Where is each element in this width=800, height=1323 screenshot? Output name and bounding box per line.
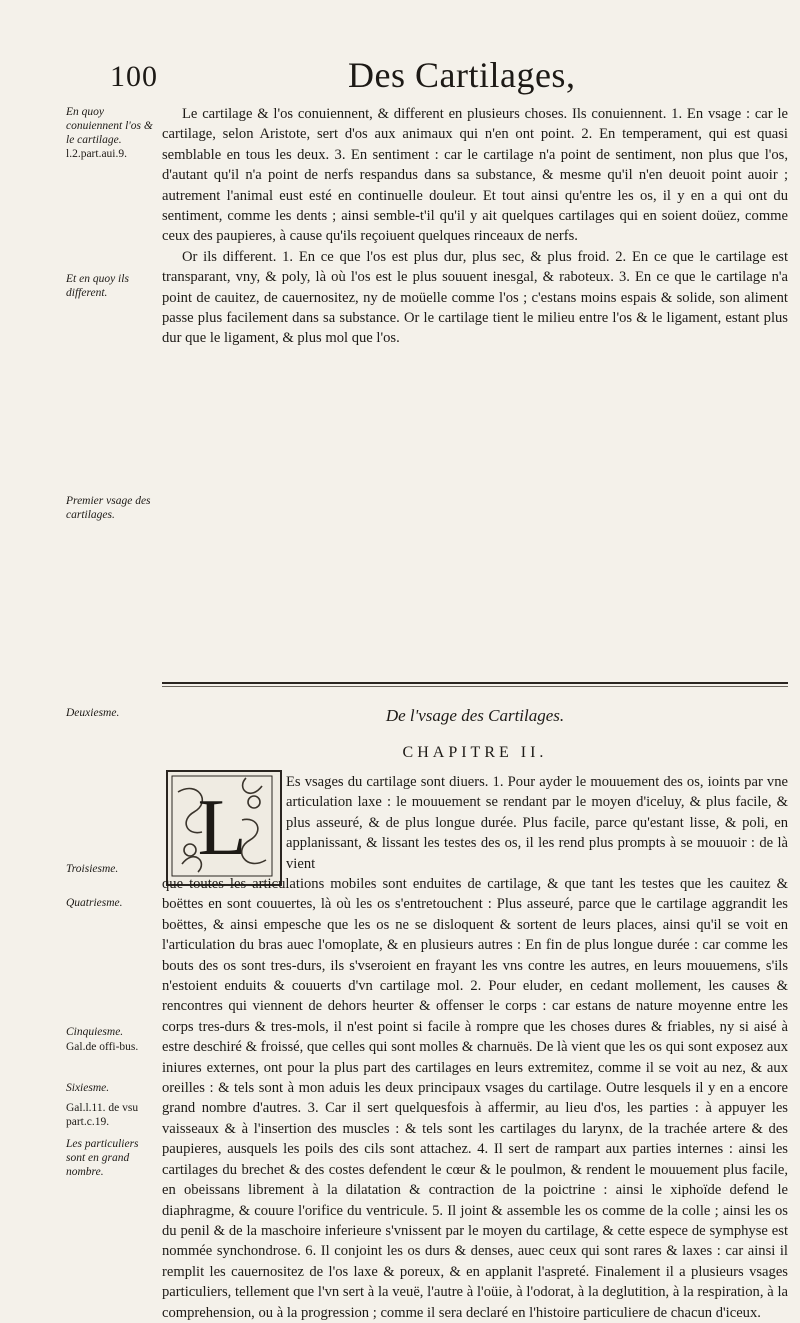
margin-note: Gal.de offi-bus.: [66, 1041, 139, 1053]
running-title: Des Cartilages,: [348, 55, 576, 95]
chapter-lead-text: Es vsages du cartilage sont diuers. 1. Pour ayder le mouuement des os, ioints par vne articulation laxe : le mouuement se rendant par le moyen d'iceluy, & plus facile, & plus asseuré, & de plus longue durée. Plus facile, parce qu'estant lisse, & poli, en applanissant, & lissant les testes des os, il les rend plus prompts à se mouuoir : de là vient: [286, 774, 788, 872]
section-rule: [162, 682, 788, 684]
margin-note: l.2.part.aui.9.: [66, 148, 127, 160]
page-number: 100: [110, 60, 158, 93]
paragraph: Or ils different. 1. En ce que l'os est plus dur, plus sec, & plus froid. 2. En ce que le cartilage est transparant, vny, & poly, là où l'os est le plus souuent inesgal, & raboteux. 3. En ce que le cartilage n'a point de cauitez, de cauernositez, ny de moüelle comme l'os ; c'estans moins espais & solide, son aliment passe plus facilement dans sa substance. Or le cartilage tient le milieu entre l'os & le ligament, estant plus dur que le ligament, & plus mol que l'os.: [162, 248, 788, 347]
floral-ornament-icon: [168, 772, 276, 880]
margin-note: Troisiesme.: [66, 863, 119, 875]
margin-note: En quoy conuiennent l'os & le cartilage.: [66, 106, 153, 146]
margin-note: Premier vsage des cartilages.: [66, 495, 151, 521]
margin-note: Les particuliers sont en grand nombre.: [66, 1138, 139, 1178]
body-text: [162, 104, 788, 349]
chapter-heading: CHAPITRE II.: [402, 744, 548, 761]
margin-note: Quatriesme.: [66, 897, 123, 909]
margin-note: Deuxiesme.: [66, 707, 120, 719]
dropcap-ornament: [166, 770, 282, 886]
paragraph: Le cartilage & l'os conuiennent, & different en plusieurs choses. Ils conuiennent. 1. En vsage : car le cartilage, selon Aristote, sert d'os aux animaux qui n'en ont point. 2. En temperament, qui est quasi semblable en tous les deux. 3. En sentiment : car le cartilage n'a point de sentiment, non plus que l'os, d'autant qu'il n'a point de nerfs respandus dans sa substance, & mesme qu'il n'en deuoit point auoir ; autrement l'animal eust esté en continuelle douleur. Et tout ainsi qu'entre les os, il y en a qui ont du sentiment, comme les dents ; ainsi semble-t'il qu'il y ait quelques cartilages qui en soient doüez, comme ceux des paupieres, à cause qu'ils reçoiuent quelques rinceaux de nerfs.: [162, 106, 788, 245]
page-header: [98, 54, 788, 104]
svg-text:L: L: [197, 784, 247, 872]
chapter-subtitle: De l'vsage des Cartilages.: [385, 706, 565, 725]
margin-note: Sixiesme.: [66, 1082, 110, 1094]
chapter-body-text: que toutes les articulations mobiles sont enduites de cartilage, & que tant les testes que les cauitez & boëttes en sont couuertes, là où les os s'entretouchent : Plus asseuré, parce que le cartilage aggrandit les boëttes, & ainsi empesche que les os ne se disloquent & sortent de leurs places, ainsi qu'il se voit en l'articulation du bras auec l'omoplate, & en plusieurs autres : En fin de plus longue durée : car comme les bouts des os sont tres-durs, ils s'vseroient en frayant les vns contre les autres, en leurs mouuemens, s'ils n'estoient enduits & couuerts d'vn cartilage mol. 2. Pour eluder, en cedant mollement, les causes & rencontres qui viennent de dehors heurter & offenser le corps : car estans de nature moyenne entre les corps tres-durs & tres-mols, il n'est point si facile à rompre que les choses dures & friables, ny si aisé à estre deschiré & froissé, que celles qui sont molles & charnuës. De là vient que les os qui sont exposez aux iniures externes, ont pour la plus part des cartilages en leurs extremitez, comme il se voit au nez, & aux oreilles : & tels sont à mon aduis les deux principaux vsages du cartilage. Outre lesquels il y en a encore grand nombre d'autres. 3. Car il sert quelquesfois à affermir, au lieu d'os, les parties : à appuyer les vaisseaux & à l'insertion des muscles : & tels sont les cartilages du larynx, de la trachée artere & des paupieres, ausquels les poils des cils sont attachez. 4. Il sert de rampart aux parties internes : ainsi les cartilages du brechet & des costes defendent le cœur & le poulmon, & rendent le mouuement plus facile, en obeissans librement à la dilatation & contraction de la poictrine : ainsi le xiphoïde defend le diaphragme, & couure l'orifice du ventricule. 5. Il joint & assemble les os comme de la colle ; ainsi les os du penil & de la maschoire inferieure s'vnissent par le moyen du cartilage, & cette espece de symphyse est nommée synchondrose. 6. Il conjoint les os durs & denses, auec ceux qui sont rares & laxes : car ainsi il remplit les cauernositez de l'os laxe & poreux, & en applanit l'aspreté. Finalement il a plusieurs vsages particuliers, tellement que l'vn sert à la veuë, l'autre à l'oüie, à l'odorat, à la deglutition, à la respiration, à la comprehension, ou à la progression ; comme il sera declaré en l'histoire particuliere de chacun d'iceux.: [162, 876, 788, 1321]
margin-note: Et en quoy ils different.: [66, 273, 129, 299]
margin-note: Cinquiesme.: [66, 1026, 124, 1038]
margin-note: Gal.l.11. de vsu part.c.19.: [66, 1102, 139, 1128]
section-rule-thin: [162, 686, 788, 687]
